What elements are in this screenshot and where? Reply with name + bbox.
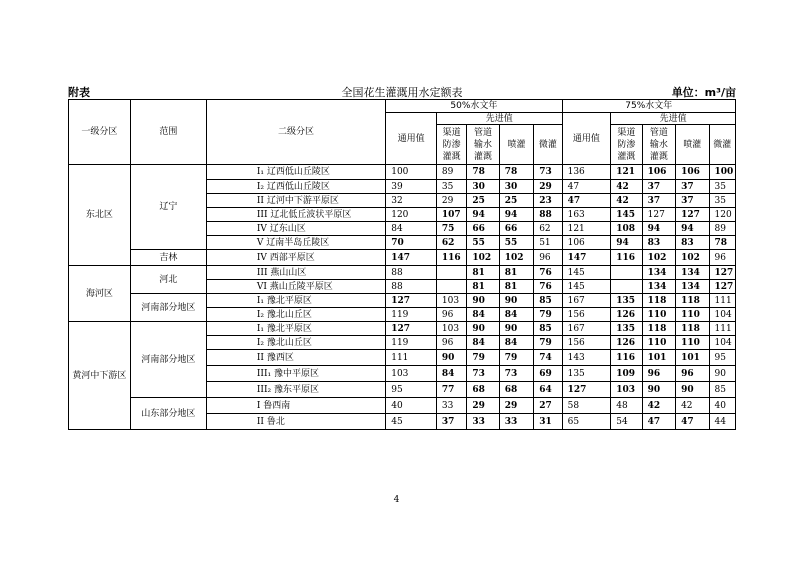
value-cell: 108	[611, 222, 642, 236]
value-cell: 78	[467, 165, 499, 180]
value-cell: 118	[676, 322, 709, 336]
unit-label: 单位：m³/亩	[671, 86, 736, 99]
value-cell: 134	[642, 266, 675, 280]
value-cell: 102	[676, 250, 709, 266]
scope-jilin: 吉林	[130, 250, 206, 266]
table-row	[69, 322, 736, 336]
value-cell: 81	[499, 266, 533, 280]
col-level2-header: 二级分区	[206, 100, 385, 165]
table-header-line	[68, 84, 736, 100]
zone-name: III₁ 豫中平原区	[206, 366, 385, 382]
value-cell: 47	[642, 414, 675, 430]
value-cell: 44	[709, 414, 735, 430]
value-cell: 102	[467, 250, 499, 266]
value-cell: 29	[534, 180, 562, 194]
value-cell: 84	[499, 336, 533, 350]
value-cell: 89	[709, 222, 735, 236]
value-cell: 84	[436, 366, 466, 382]
value-cell: 96	[534, 250, 562, 266]
value-cell: 127	[709, 280, 735, 294]
value-cell: 102	[499, 250, 533, 266]
scope-hebei: 河北	[130, 266, 206, 294]
value-cell: 134	[676, 266, 709, 280]
general-header-75: 通用值	[562, 113, 611, 165]
value-cell: 51	[534, 236, 562, 250]
value-cell: 84	[386, 222, 437, 236]
value-cell: 101	[676, 350, 709, 366]
value-cell: 89	[436, 165, 466, 180]
value-cell: 64	[534, 382, 562, 398]
zone-name: I₂ 豫北山丘区	[206, 308, 385, 322]
value-cell: 163	[562, 208, 611, 222]
value-cell: 167	[562, 322, 611, 336]
advanced-header-75: 先进值	[611, 113, 736, 125]
value-cell: 111	[709, 294, 735, 308]
value-cell: 37	[676, 194, 709, 208]
spray-header-50: 喷灌	[499, 125, 533, 165]
value-cell: 47	[676, 414, 709, 430]
zone-name: IV 西部平原区	[206, 250, 385, 266]
pipe-header-75: 管道输水灌溉	[642, 125, 675, 165]
value-cell: 94	[611, 236, 642, 250]
value-cell: 106	[642, 165, 675, 180]
value-cell: 103	[611, 382, 642, 398]
value-cell: 116	[436, 250, 466, 266]
value-cell: 47	[562, 194, 611, 208]
value-cell: 111	[709, 322, 735, 336]
table-row	[69, 294, 736, 308]
value-cell: 81	[467, 266, 499, 280]
value-cell: 103	[386, 366, 437, 382]
value-cell: 96	[642, 366, 675, 382]
value-cell: 39	[386, 180, 437, 194]
value-cell: 103	[436, 322, 466, 336]
value-cell: 75	[436, 222, 466, 236]
value-cell: 104	[709, 336, 735, 350]
value-cell: 35	[709, 194, 735, 208]
value-cell: 90	[467, 294, 499, 308]
value-cell: 84	[499, 308, 533, 322]
scope-henan-a: 河南部分地区	[130, 294, 206, 322]
zone-name: I₂ 豫北山丘区	[206, 336, 385, 350]
page-number: 4	[393, 495, 400, 505]
value-cell: 90	[709, 366, 735, 382]
value-cell	[611, 280, 642, 294]
value-cell: 134	[642, 280, 675, 294]
value-cell: 109	[611, 366, 642, 382]
value-cell: 76	[534, 266, 562, 280]
value-cell: 135	[611, 322, 642, 336]
scope-henan-b: 河南部分地区	[130, 322, 206, 398]
value-cell: 101	[642, 350, 675, 366]
value-cell: 94	[499, 208, 533, 222]
value-cell: 90	[499, 294, 533, 308]
zone-name: I₂ 辽西低山丘陵区	[206, 180, 385, 194]
value-cell: 73	[499, 366, 533, 382]
value-cell	[436, 280, 466, 294]
value-cell: 58	[562, 398, 611, 414]
table-row	[69, 250, 736, 266]
value-cell: 118	[642, 294, 675, 308]
value-cell: 126	[611, 336, 642, 350]
value-cell: 30	[467, 180, 499, 194]
value-cell: 121	[562, 222, 611, 236]
region-haihe: 海河区	[69, 266, 131, 322]
scope-liaoning: 辽宁	[130, 165, 206, 250]
value-cell: 68	[499, 382, 533, 398]
value-cell: 42	[642, 398, 675, 414]
zone-name: II 鲁北	[206, 414, 385, 430]
micro-header-50: 微灌	[534, 125, 562, 165]
value-cell: 84	[467, 308, 499, 322]
value-cell: 94	[676, 222, 709, 236]
value-cell: 96	[709, 250, 735, 266]
value-cell: 85	[534, 322, 562, 336]
value-cell: 96	[436, 336, 466, 350]
value-cell: 55	[467, 236, 499, 250]
value-cell: 79	[467, 350, 499, 366]
value-cell: 79	[534, 308, 562, 322]
value-cell: 121	[611, 165, 642, 180]
value-cell: 127	[642, 208, 675, 222]
value-cell: 42	[611, 194, 642, 208]
value-cell: 74	[534, 350, 562, 366]
value-cell: 42	[611, 180, 642, 194]
value-cell: 110	[676, 336, 709, 350]
freq75-header: 75%水文年	[562, 100, 735, 113]
zone-name: III 辽北低丘波状平原区	[206, 208, 385, 222]
region-northeast: 东北区	[69, 165, 131, 266]
value-cell: 119	[386, 336, 437, 350]
value-cell: 107	[436, 208, 466, 222]
table-row	[69, 165, 736, 180]
value-cell: 83	[676, 236, 709, 250]
value-cell: 31	[534, 414, 562, 430]
spray-header-75: 喷灌	[676, 125, 709, 165]
value-cell: 135	[562, 366, 611, 382]
zone-name: II 辽河中下游平原区	[206, 194, 385, 208]
value-cell: 88	[386, 266, 437, 280]
value-cell: 73	[534, 165, 562, 180]
value-cell: 30	[499, 180, 533, 194]
zone-name: III 燕山山区	[206, 266, 385, 280]
value-cell: 33	[467, 414, 499, 430]
value-cell: 136	[562, 165, 611, 180]
value-cell: 147	[386, 250, 437, 266]
value-cell: 33	[499, 414, 533, 430]
value-cell: 23	[534, 194, 562, 208]
value-cell: 94	[467, 208, 499, 222]
value-cell: 110	[676, 308, 709, 322]
pipe-header-50: 管道输水灌溉	[467, 125, 499, 165]
value-cell: 88	[534, 208, 562, 222]
value-cell: 25	[467, 194, 499, 208]
region-yellow-river: 黄河中下游区	[69, 322, 131, 430]
value-cell: 37	[436, 414, 466, 430]
value-cell: 77	[436, 382, 466, 398]
value-cell: 100	[709, 165, 735, 180]
value-cell: 42	[676, 398, 709, 414]
scope-shandong: 山东部分地区	[130, 398, 206, 430]
value-cell: 35	[709, 180, 735, 194]
value-cell: 84	[467, 336, 499, 350]
value-cell: 68	[467, 382, 499, 398]
value-cell: 103	[436, 294, 466, 308]
value-cell: 90	[499, 322, 533, 336]
value-cell: 70	[386, 236, 437, 250]
value-cell: 145	[611, 208, 642, 222]
water-quota-table	[68, 99, 736, 430]
value-cell: 96	[436, 308, 466, 322]
zone-name: I 鲁西南	[206, 398, 385, 414]
value-cell: 76	[534, 280, 562, 294]
value-cell: 90	[676, 382, 709, 398]
value-cell: 85	[534, 294, 562, 308]
value-cell: 167	[562, 294, 611, 308]
value-cell: 81	[467, 280, 499, 294]
table-row	[69, 266, 736, 280]
value-cell: 135	[611, 294, 642, 308]
col-level1-header: 一级分区	[69, 100, 131, 165]
zone-name: I₁ 辽西低山丘陵区	[206, 165, 385, 180]
value-cell: 127	[386, 294, 437, 308]
value-cell: 40	[709, 398, 735, 414]
value-cell: 96	[676, 366, 709, 382]
value-cell: 66	[499, 222, 533, 236]
zone-name: II 豫西区	[206, 350, 385, 366]
value-cell: 95	[709, 350, 735, 366]
value-cell: 90	[436, 350, 466, 366]
value-cell: 85	[709, 382, 735, 398]
value-cell: 37	[642, 194, 675, 208]
value-cell: 37	[676, 180, 709, 194]
zone-name: I₁ 豫北平原区	[206, 294, 385, 308]
value-cell: 65	[562, 414, 611, 430]
zone-name: III₂ 豫东平原区	[206, 382, 385, 398]
table-title: 全国花生灌溉用水定额表	[341, 86, 463, 99]
value-cell: 62	[436, 236, 466, 250]
zone-name: IV 辽东山区	[206, 222, 385, 236]
value-cell: 94	[642, 222, 675, 236]
value-cell: 29	[467, 398, 499, 414]
value-cell: 81	[499, 280, 533, 294]
appendix-label: 附表	[68, 86, 90, 99]
value-cell: 111	[386, 350, 437, 366]
value-cell: 110	[642, 336, 675, 350]
value-cell	[611, 266, 642, 280]
value-cell: 37	[642, 180, 675, 194]
value-cell: 118	[676, 294, 709, 308]
value-cell: 78	[709, 236, 735, 250]
value-cell: 25	[499, 194, 533, 208]
value-cell: 69	[534, 366, 562, 382]
value-cell: 62	[534, 222, 562, 236]
value-cell: 95	[386, 382, 437, 398]
zone-name: VI 燕山丘陵平原区	[206, 280, 385, 294]
value-cell: 79	[499, 350, 533, 366]
value-cell: 104	[709, 308, 735, 322]
value-cell: 116	[611, 350, 642, 366]
value-cell	[436, 266, 466, 280]
value-cell: 79	[534, 336, 562, 350]
value-cell: 29	[436, 194, 466, 208]
value-cell: 156	[562, 308, 611, 322]
value-cell: 106	[676, 165, 709, 180]
value-cell: 147	[562, 250, 611, 266]
canal-header-50: 渠道防渗灌溉	[436, 125, 466, 165]
value-cell: 90	[642, 382, 675, 398]
value-cell: 47	[562, 180, 611, 194]
value-cell: 119	[386, 308, 437, 322]
value-cell: 127	[676, 208, 709, 222]
value-cell: 32	[386, 194, 437, 208]
value-cell: 143	[562, 350, 611, 366]
advanced-header-50: 先进值	[436, 113, 562, 125]
value-cell: 33	[436, 398, 466, 414]
value-cell: 145	[562, 266, 611, 280]
value-cell: 110	[642, 308, 675, 322]
freq50-header: 50%水文年	[386, 100, 562, 113]
value-cell: 106	[562, 236, 611, 250]
value-cell: 78	[499, 165, 533, 180]
value-cell: 156	[562, 336, 611, 350]
value-cell: 66	[467, 222, 499, 236]
canal-header-75: 渠道防渗灌溉	[611, 125, 642, 165]
zone-name: V 辽南半岛丘陵区	[206, 236, 385, 250]
zone-name: I₁ 豫北平原区	[206, 322, 385, 336]
micro-header-75: 微灌	[709, 125, 735, 165]
value-cell: 45	[386, 414, 437, 430]
value-cell: 54	[611, 414, 642, 430]
value-cell: 118	[642, 322, 675, 336]
value-cell: 127	[562, 382, 611, 398]
value-cell: 127	[709, 266, 735, 280]
value-cell: 100	[386, 165, 437, 180]
value-cell: 27	[534, 398, 562, 414]
value-cell: 35	[436, 180, 466, 194]
value-cell: 102	[642, 250, 675, 266]
value-cell: 83	[642, 236, 675, 250]
value-cell: 90	[467, 322, 499, 336]
value-cell: 120	[386, 208, 437, 222]
value-cell: 145	[562, 280, 611, 294]
value-cell: 134	[676, 280, 709, 294]
value-cell: 73	[467, 366, 499, 382]
value-cell: 116	[611, 250, 642, 266]
value-cell: 55	[499, 236, 533, 250]
value-cell: 48	[611, 398, 642, 414]
table-row	[69, 398, 736, 414]
col-scope-header: 范围	[130, 100, 206, 165]
value-cell: 126	[611, 308, 642, 322]
value-cell: 88	[386, 280, 437, 294]
value-cell: 120	[709, 208, 735, 222]
value-cell: 127	[386, 322, 437, 336]
value-cell: 40	[386, 398, 437, 414]
value-cell: 29	[499, 398, 533, 414]
general-header-50: 通用值	[386, 113, 437, 165]
